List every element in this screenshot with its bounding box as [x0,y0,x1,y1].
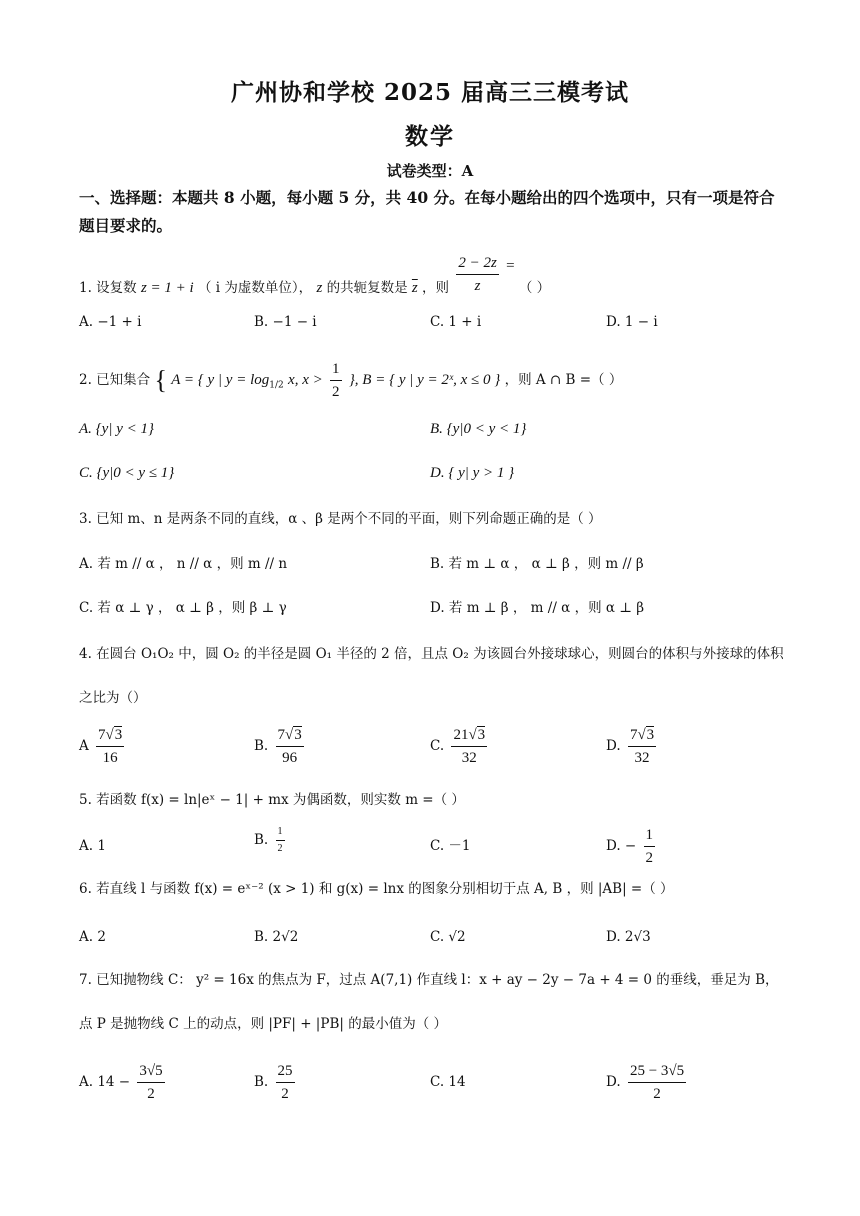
q7-d-num: 25 − 3√5 [628,1062,686,1083]
q7-b-label: B. [254,1074,269,1090]
q1-paren: （ ） [518,280,551,296]
question-4: 4. 在圆台 O₁O₂ 中，圆 O₂ 的半径是圆 O₁ 半径的 2 倍，且点 O₂ 为该圆台外接球球心，则圆台的体积与外接球的体积之比为（） [79,646,784,706]
q1-fraction [456,254,498,295]
q5-b-fraction [276,826,285,855]
q4-a-den: 16 [102,750,118,766]
q5-d-label: D. − [606,838,637,854]
q1-mid2: 的共轭复数是 [326,280,408,296]
q7-d-den: 2 [653,1086,661,1102]
q4-d-den: 32 [634,750,650,766]
question-7: 7. 已知抛物线 C： y² = 16x 的焦点为 F，过点 A(7,1) 作直线 l：x + ay − 2y − 7a + 4 = 0 的垂线，垂足为 B，点 P 是抛物线 C 上的动点，则 |PF| + |PB| 的最小值为（ ） [79,972,779,1032]
q4-d-rad: 3 [646,727,655,743]
q7-a-fraction [137,1062,164,1103]
q4-a-label: A [79,738,89,754]
q7-option-c: C. 14 [430,1074,466,1090]
q4-option-a [79,726,127,767]
q5-option-c: C. －1 [430,838,471,854]
q1-option-c: C. 1 + i [430,314,482,330]
q1-frac-den: z [474,278,481,294]
q4-b-den: 96 [282,750,298,766]
q2-half-den: 2 [332,384,340,400]
question-6: 6. 若直线 l 与函数 f(x) = eˣ⁻² (x > 1) 和 g(x) = lnx 的图象分别相切于点 A, B ，则 |AB| =（ ） [79,881,674,897]
q5-d-num: 1 [644,826,656,847]
q7-option-b [254,1062,298,1103]
q5-option-a: A. 1 [79,838,106,854]
q2-option-a: A. {y| y < 1} [79,421,154,437]
q1-eq: = [506,258,515,274]
paper-type: 试卷类型：A [386,162,474,180]
q4-b-fraction: $\frac{7√3}{96}$ [277,727,302,766]
q1-prefix: 1. 设复数 [79,280,137,296]
exam-title: 广州协和学校 2025 届高三三模考试 [230,79,630,106]
q5-option-b [254,826,288,855]
q6-option-d: D. 2√3 [606,929,651,945]
q1-z: z [316,280,323,296]
q2-set-b: }, B = { y | y = 2ˣ, x ≤ 0 } [348,372,501,388]
question-5: 5. 若函数 f(x) = ln|eˣ − 1| + mx 为偶函数，则实数 m =（ ） [79,792,465,808]
q1-frac-num: 2 − 2z [456,254,498,275]
q4-c-den: 32 [461,750,477,766]
q7-option-a [79,1062,168,1103]
q2-tail: ，则 A ∩ B =（ ） [504,372,623,388]
q7-b-fraction [276,1062,295,1103]
q4-c-fraction: $\frac{21√3}{32}$ [453,727,486,766]
q1-z-def: z = 1 + i [140,280,194,296]
q2-prefix: 2. 已知集合 [79,372,151,388]
q4-d-fraction: $\frac{7√3}{32}$ [629,727,655,766]
q4-d-coef: 7 [629,727,638,743]
q4-c-coef: 21 [453,727,469,743]
question-1 [79,255,789,309]
question-2 [79,360,789,401]
q7-option-d [606,1062,689,1103]
q4-d-label: D. [606,738,621,754]
q2-option-c: C. {y|0 < y ≤ 1} [79,465,175,481]
q3-option-b: B. 若 m ⊥ α ， α ⊥ β ，则 m // β [430,556,644,572]
q1-mid1: （ i 为虚数单位）， [198,280,313,296]
q4-a-rad: 3 [114,727,123,743]
q4-option-b [254,726,307,767]
q3-option-a: A. 若 m // α ， n // α ，则 m // n [79,556,288,572]
q1-option-d: D. 1 − i [606,314,658,330]
q6-option-a: A. 2 [79,929,106,945]
q4-option-d [606,726,659,767]
q3-option-c: C. 若 α ⊥ γ ， α ⊥ β ，则 β ⊥ γ [79,600,287,616]
q2-half [330,360,342,401]
question-3: 3. 已知 m、n 是两条不同的直线，α 、β 是两个不同的平面，则下列命题正确的是（ ） [79,511,602,527]
q6-option-b: B. 2√2 [254,929,299,945]
q7-b-num: 25 [276,1062,295,1083]
q2-set-a-rest: x, x > [288,372,323,388]
q6-option-c: C. √2 [430,929,466,945]
q2-set-a: A = { y | y = log [171,372,270,388]
q5-b-num: 1 [276,826,285,841]
q2-option-b: B. {y|0 < y < 1} [430,421,527,437]
q2-brace-open: { [154,365,167,395]
q4-option-c [430,726,490,767]
q5-d-den: 2 [645,850,654,866]
q1-mid3: ，则 [422,280,450,296]
subject-title: 数学 [405,123,455,150]
q4-b-rad: 3 [294,727,302,743]
q7-d-label: D. [606,1074,621,1090]
q7-a-den: 2 [147,1086,155,1102]
q4-a-fraction: $\frac{7√3}{16}$ [98,727,123,766]
q2-log-base: 1/2 [269,380,284,391]
section-heading: 一、选择题：本题共 8 小题，每小题 5 分，共 40 分。在每小题给出的四个选项中，只有一项是符合题目要求的。 [79,188,775,235]
q1-zbar: $\overline{z}$ [411,280,418,296]
q5-b-den: 2 [277,843,283,854]
q4-b-coef: 7 [277,727,286,743]
q5-option-d [606,826,658,867]
q7-b-den: 2 [281,1086,289,1102]
q7-a-label: A. 14 − [79,1074,131,1090]
q1-option-b: B. −1 − i [254,314,317,330]
q1-option-a: A. −1 + i [79,314,142,330]
q5-b-label: B. [254,832,269,848]
q4-b-label: B. [254,738,269,754]
q2-option-d: D. { y| y > 1 } [430,465,515,481]
q2-half-num: 1 [330,360,342,381]
q4-c-label: C. [430,738,445,754]
q4-a-coef: 7 [98,727,106,743]
q3-option-d: D. 若 m ⊥ β ， m // α ，则 α ⊥ β [430,600,645,616]
q7-a-num: 3√5 [137,1062,164,1083]
q5-d-fraction [644,826,656,867]
q4-c-rad: 3 [477,727,486,743]
q7-d-fraction [628,1062,686,1103]
